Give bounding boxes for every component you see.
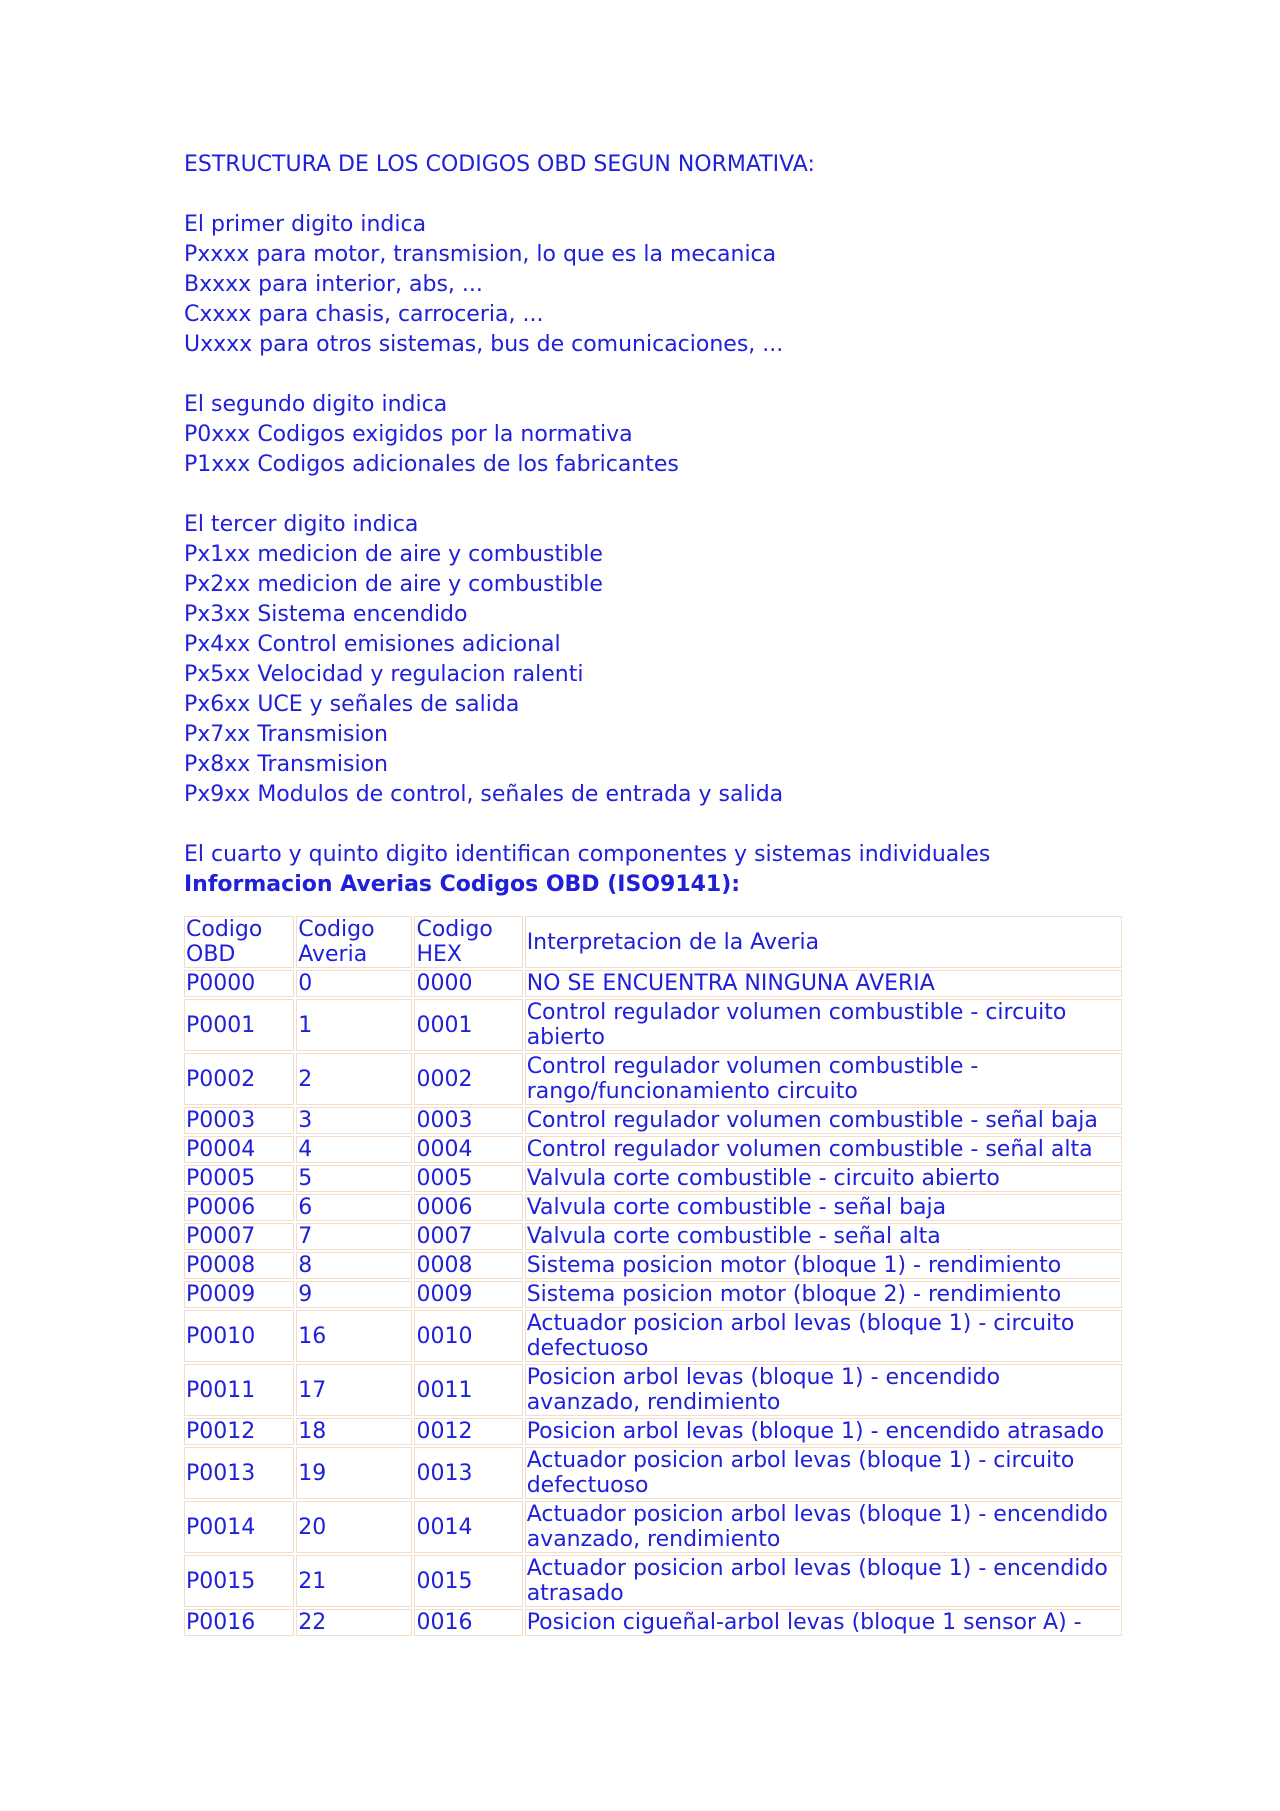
table-heading: Informacion Averias Codigos OBD (ISO9141): bbox=[184, 872, 741, 897]
cell-interpretacion: Posicion arbol levas (bloque 1) - encendido atrasado bbox=[525, 1418, 1122, 1445]
cell-interpretacion: Posicion arbol levas (bloque 1) - encendido avanzado, rendimiento bbox=[525, 1364, 1122, 1416]
cell-codigo-obd: P0013 bbox=[184, 1447, 294, 1499]
list-item: P0xxx Codigos exigidos por la normativa bbox=[184, 422, 633, 447]
cell-codigo-obd: P0015 bbox=[184, 1555, 294, 1607]
table-row bbox=[184, 999, 1122, 1051]
cell-codigo-averia: 4 bbox=[296, 1136, 412, 1163]
cell-codigo-averia: 9 bbox=[296, 1281, 412, 1308]
cell-codigo-averia: 8 bbox=[296, 1252, 412, 1279]
cell-codigo-obd: P0007 bbox=[184, 1223, 294, 1250]
list-item: Px3xx Sistema encendido bbox=[184, 602, 468, 627]
table-header-row bbox=[184, 916, 1122, 968]
cell-codigo-obd: P0008 bbox=[184, 1252, 294, 1279]
cell-codigo-hex: 0009 bbox=[414, 1281, 522, 1308]
list-item: Px9xx Modulos de control, señales de entrada y salida bbox=[184, 782, 784, 807]
spacer bbox=[184, 360, 1124, 390]
table-row bbox=[184, 970, 1122, 997]
table-row bbox=[184, 1310, 1122, 1362]
cell-interpretacion: Actuador posicion arbol levas (bloque 1) - encendido avanzado, rendimiento bbox=[525, 1501, 1122, 1553]
second-digit-section bbox=[184, 390, 1124, 480]
cell-codigo-obd: P0009 bbox=[184, 1281, 294, 1308]
cell-codigo-hex: 0012 bbox=[414, 1418, 522, 1445]
cell-codigo-averia: 5 bbox=[296, 1165, 412, 1192]
cell-codigo-hex: 0000 bbox=[414, 970, 522, 997]
first-digit-section bbox=[184, 210, 1124, 360]
cell-codigo-obd: P0004 bbox=[184, 1136, 294, 1163]
cell-codigo-obd: P0003 bbox=[184, 1107, 294, 1134]
cell-codigo-averia: 22 bbox=[296, 1609, 412, 1636]
list-item: Px6xx UCE y señales de salida bbox=[184, 692, 520, 717]
list-item: Px1xx medicion de aire y combustible bbox=[184, 542, 603, 567]
section-heading: El segundo digito indica bbox=[184, 392, 448, 417]
third-digit-section bbox=[184, 510, 1124, 810]
spacer bbox=[184, 810, 1124, 840]
document-title: ESTRUCTURA DE LOS CODIGOS OBD SEGUN NORMATIVA: bbox=[184, 152, 815, 177]
table-row bbox=[184, 1136, 1122, 1163]
table-row bbox=[184, 1364, 1122, 1416]
cell-codigo-averia: 18 bbox=[296, 1418, 412, 1445]
table-row bbox=[184, 1252, 1122, 1279]
table-row bbox=[184, 1053, 1122, 1105]
cell-interpretacion: NO SE ENCUENTRA NINGUNA AVERIA bbox=[525, 970, 1122, 997]
cell-interpretacion: Control regulador volumen combustible - rango/funcionamiento circuito bbox=[525, 1053, 1122, 1105]
cell-codigo-averia: 20 bbox=[296, 1501, 412, 1553]
cell-codigo-hex: 0004 bbox=[414, 1136, 522, 1163]
cell-interpretacion: Valvula corte combustible - señal baja bbox=[525, 1194, 1122, 1221]
fourth-fifth-digit-text: El cuarto y quinto digito identifican componentes y sistemas individuales bbox=[184, 842, 991, 867]
cell-codigo-hex: 0010 bbox=[414, 1310, 522, 1362]
cell-codigo-hex: 0007 bbox=[414, 1223, 522, 1250]
cell-codigo-hex: 0011 bbox=[414, 1364, 522, 1416]
cell-codigo-averia: 7 bbox=[296, 1223, 412, 1250]
table-row bbox=[184, 1609, 1122, 1636]
cell-codigo-hex: 0014 bbox=[414, 1501, 522, 1553]
table-row bbox=[184, 1281, 1122, 1308]
cell-codigo-averia: 2 bbox=[296, 1053, 412, 1105]
cell-interpretacion: Control regulador volumen combustible - circuito abierto bbox=[525, 999, 1122, 1051]
cell-codigo-averia: 17 bbox=[296, 1364, 412, 1416]
obd-codes-table bbox=[182, 914, 1124, 1638]
cell-codigo-obd: P0012 bbox=[184, 1418, 294, 1445]
header-codigo-hex: Codigo HEX bbox=[414, 916, 522, 968]
cell-codigo-hex: 0001 bbox=[414, 999, 522, 1051]
cell-codigo-hex: 0015 bbox=[414, 1555, 522, 1607]
spacer bbox=[184, 480, 1124, 510]
cell-codigo-averia: 6 bbox=[296, 1194, 412, 1221]
cell-codigo-obd: P0011 bbox=[184, 1364, 294, 1416]
list-item: Pxxxx para motor, transmision, lo que es la mecanica bbox=[184, 242, 777, 267]
cell-codigo-hex: 0003 bbox=[414, 1107, 522, 1134]
cell-interpretacion: Sistema posicion motor (bloque 1) - rendimiento bbox=[525, 1252, 1122, 1279]
cell-interpretacion: Valvula corte combustible - señal alta bbox=[525, 1223, 1122, 1250]
list-item: Uxxxx para otros sistemas, bus de comunicaciones, ... bbox=[184, 332, 784, 357]
table-body bbox=[184, 970, 1122, 1636]
cell-interpretacion: Sistema posicion motor (bloque 2) - rendimiento bbox=[525, 1281, 1122, 1308]
cell-interpretacion: Control regulador volumen combustible - señal alta bbox=[525, 1136, 1122, 1163]
cell-codigo-averia: 3 bbox=[296, 1107, 412, 1134]
cell-codigo-averia: 1 bbox=[296, 999, 412, 1051]
table-row bbox=[184, 1194, 1122, 1221]
list-item: Cxxxx para chasis, carroceria, ... bbox=[184, 302, 544, 327]
cell-codigo-obd: P0016 bbox=[184, 1609, 294, 1636]
cell-codigo-averia: 0 bbox=[296, 970, 412, 997]
cell-codigo-obd: P0006 bbox=[184, 1194, 294, 1221]
table-row bbox=[184, 1447, 1122, 1499]
cell-codigo-hex: 0008 bbox=[414, 1252, 522, 1279]
table-row bbox=[184, 1555, 1122, 1607]
header-codigo-averia: Codigo Averia bbox=[296, 916, 412, 968]
cell-interpretacion: Control regulador volumen combustible - señal baja bbox=[525, 1107, 1122, 1134]
cell-codigo-obd: P0002 bbox=[184, 1053, 294, 1105]
cell-interpretacion: Posicion cigueñal-arbol levas (bloque 1 sensor A) - bbox=[525, 1609, 1122, 1636]
document-page bbox=[184, 150, 1124, 1638]
cell-codigo-hex: 0002 bbox=[414, 1053, 522, 1105]
cell-codigo-obd: P0005 bbox=[184, 1165, 294, 1192]
list-item: Px5xx Velocidad y regulacion ralenti bbox=[184, 662, 584, 687]
list-item: Px8xx Transmision bbox=[184, 752, 388, 777]
table-row bbox=[184, 1107, 1122, 1134]
list-item: Px7xx Transmision bbox=[184, 722, 388, 747]
table-row bbox=[184, 1223, 1122, 1250]
cell-interpretacion: Actuador posicion arbol levas (bloque 1) - circuito defectuoso bbox=[525, 1310, 1122, 1362]
cell-codigo-obd: P0010 bbox=[184, 1310, 294, 1362]
header-interpretacion: Interpretacion de la Averia bbox=[525, 916, 1122, 968]
cell-codigo-averia: 16 bbox=[296, 1310, 412, 1362]
header-codigo-obd: Codigo OBD bbox=[184, 916, 294, 968]
list-item: Px4xx Control emisiones adicional bbox=[184, 632, 561, 657]
cell-interpretacion: Actuador posicion arbol levas (bloque 1) - encendido atrasado bbox=[525, 1555, 1122, 1607]
table-row bbox=[184, 1165, 1122, 1192]
cell-codigo-hex: 0005 bbox=[414, 1165, 522, 1192]
cell-interpretacion: Actuador posicion arbol levas (bloque 1) - circuito defectuoso bbox=[525, 1447, 1122, 1499]
spacer bbox=[184, 180, 1124, 210]
cell-codigo-obd: P0014 bbox=[184, 1501, 294, 1553]
table-row bbox=[184, 1418, 1122, 1445]
cell-codigo-obd: P0001 bbox=[184, 999, 294, 1051]
cell-codigo-averia: 19 bbox=[296, 1447, 412, 1499]
cell-codigo-hex: 0006 bbox=[414, 1194, 522, 1221]
section-heading: El primer digito indica bbox=[184, 212, 427, 237]
cell-codigo-hex: 0013 bbox=[414, 1447, 522, 1499]
cell-interpretacion: Valvula corte combustible - circuito abierto bbox=[525, 1165, 1122, 1192]
section-heading: El tercer digito indica bbox=[184, 512, 419, 537]
list-item: Bxxxx para interior, abs, ... bbox=[184, 272, 483, 297]
cell-codigo-averia: 21 bbox=[296, 1555, 412, 1607]
table-row bbox=[184, 1501, 1122, 1553]
cell-codigo-hex: 0016 bbox=[414, 1609, 522, 1636]
list-item: Px2xx medicion de aire y combustible bbox=[184, 572, 603, 597]
list-item: P1xxx Codigos adicionales de los fabricantes bbox=[184, 452, 679, 477]
cell-codigo-obd: P0000 bbox=[184, 970, 294, 997]
